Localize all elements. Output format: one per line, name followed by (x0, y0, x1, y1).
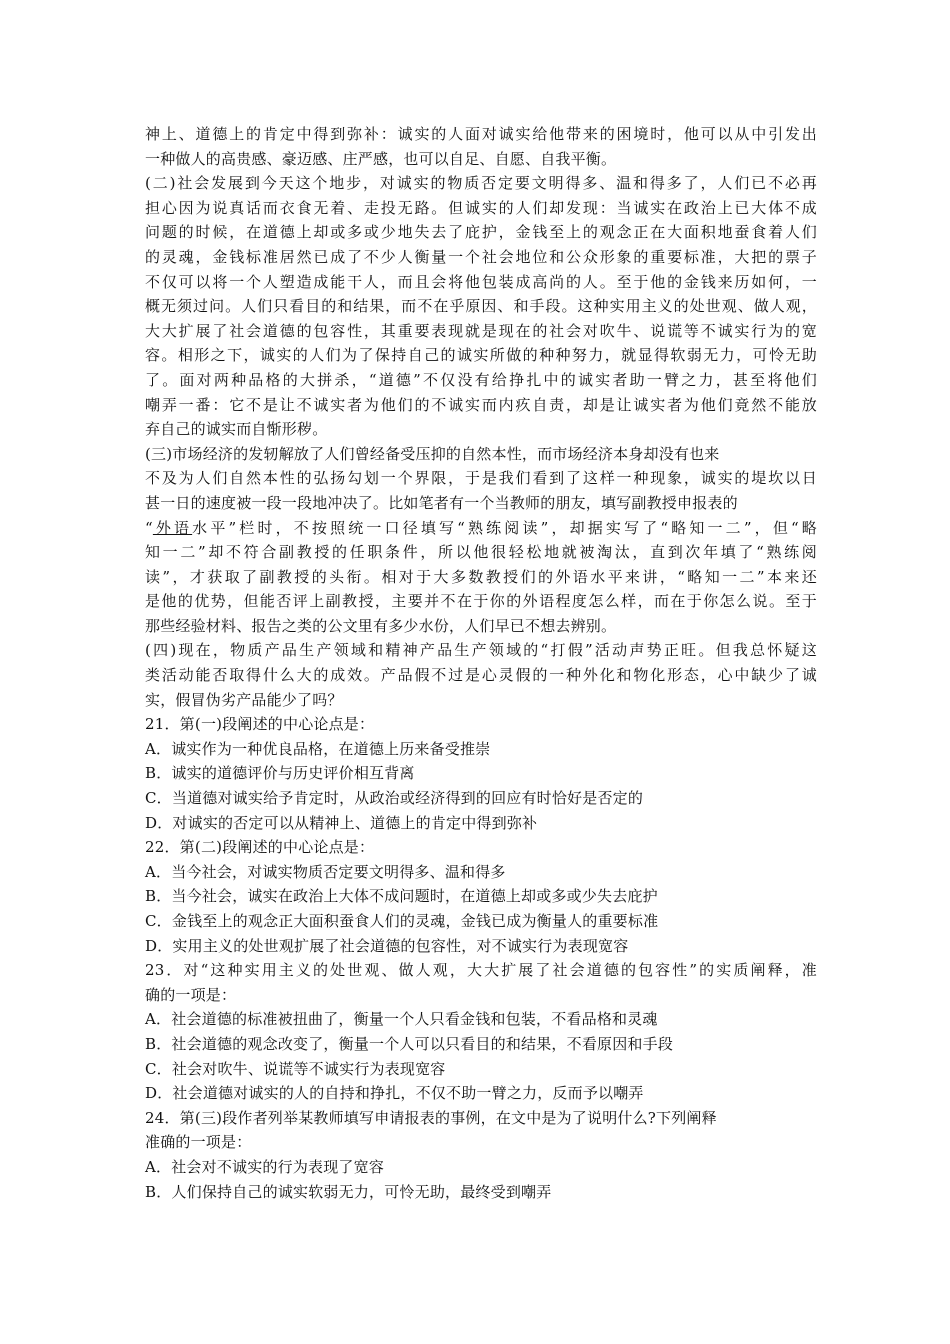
passage-line: “外语水平”栏时，不按照统一口径填写“熟练阅读”，却据实写了“略知一二”，但“略 (145, 518, 817, 537)
question-stem: 准确的一项是： (145, 1133, 252, 1152)
question-stem: 23．对“这种实用主义的处世观、做人观，大大扩展了社会道德的包容性”的实质阐释，准 (145, 961, 817, 980)
passage-line: 大大扩展了社会道德的包容性，其重要表现就是现在的社会对吹牛、说谎等不诚实行为的宽 (145, 321, 817, 340)
passage-line: 不及为人们自然本性的弘扬勾划一个界限，于是我们看到了这样一种现象，诚实的堤坎以日 (145, 469, 817, 488)
answer-option: D．社会道德对诚实的人的自持和挣扎，不仅不助一臂之力，反而予以嘲弄 (145, 1084, 644, 1103)
answer-option: C．社会对吹牛、说谎等不诚实行为表现宽容 (145, 1059, 446, 1078)
reading-passage (145, 122, 817, 712)
passage-line: 神上、道德上的肯定中得到弥补：诚实的人面对诚实给他带来的困境时，他可以从中引发出 (145, 125, 817, 143)
answer-option: B．诚实的道德评价与历史评价相互背离 (145, 764, 415, 783)
passage-line: 类活动能否取得什么大的成效。产品假不过是心灵假的一种外化和物化形态，心中缺少了诚 (145, 666, 817, 685)
passage-line: 那些经验材料、报告之类的公文里有多少水份，人们早已不想去辨别。 (145, 616, 617, 635)
passage-line: (三)市场经济的发轫解放了人们曾经备受压抑的自然本性，而市场经济本身却没有也来 (145, 444, 720, 463)
answer-option: A．社会对不诚实的行为表现了宽容 (145, 1157, 385, 1176)
answer-option: D．实用主义的处世观扩展了社会道德的包容性，对不诚实行为表现宽容 (145, 936, 629, 955)
answer-option: D．对诚实的否定可以从精神上、道德上的肯定中得到弥补 (145, 813, 538, 832)
question-stem: 确的一项是： (145, 985, 237, 1004)
question-stem: 24．第(三)段作者列举某教师填写申请报表的事例，在文中是为了说明什么?下列阐释 (145, 1108, 717, 1127)
question-23 (145, 958, 817, 1106)
passage-line: 是他的优势，但能否评上副教授，主要并不在于你的外语程度怎么样，而在于你怎么说。至于 (145, 592, 817, 611)
answer-option: B．社会道德的观念改变了，衡量一个人可以只看目的和结果，不看原因和手段 (145, 1034, 674, 1053)
answer-option: A．社会道德的标准被扭曲了，衡量一个人只看金钱和包装，不看品格和灵魂 (145, 1010, 658, 1029)
passage-line: 的灵魂，金钱标准居然已成了不少人衡量一个社会地位和公众形象的重要标准，大把的票子 (145, 247, 817, 266)
passage-line: 不仅可以将一个人塑造成能干人，而且会将他包装成高尚的人。至于他的金钱来历如何，一 (145, 272, 817, 291)
answer-option: C．当道德对诚实给予肯定时，从政治或经济得到的回应有时恰好是否定的 (145, 789, 644, 808)
document-page (145, 122, 817, 1204)
question-stem: 22．第(二)段阐述的中心论点是： (145, 838, 375, 857)
passage-line: 容。相形之下，诚实的人们为了保持自己的诚实所做的种种努力，就显得软弱无力，可怜无助 (145, 346, 817, 365)
passage-line: 了。面对两种品格的大拼杀，“道德”不仅没有给挣扎中的诚实者助一臂之力，甚至将他们 (145, 370, 817, 389)
question-24 (145, 1106, 817, 1204)
passage-line: 弃自己的诚实而自惭形秽。 (145, 420, 328, 439)
passage-line: 担心因为说真话而衣食无着、走投无路。但诚实的人们却发现：当诚实在政治上已大体不成 (145, 198, 817, 217)
answer-option: C．金钱至上的观念正大面积蚕食人们的灵魂，金钱已成为衡量人的重要标准 (145, 912, 659, 930)
answer-option: A．诚实作为一种优良品格，在道德上历来备受推崇 (145, 739, 491, 758)
question-21 (145, 712, 817, 835)
question-22 (145, 835, 817, 958)
passage-line: 一种做人的高贵感、豪迈感、庄严感，也可以自足、自愿、自我平衡。 (145, 149, 617, 168)
passage-line: 嘲弄一番：它不是让不诚实者为他们的不诚实而内疚自责，却是让诚实者为他们竟然不能放 (145, 395, 817, 414)
passage-line: 概无须过问。人们只看目的和结果，而不在乎原因、和手段。这种实用主义的处世观、做人观， (145, 297, 817, 316)
question-stem: 21．第(一)段阐述的中心论点是： (145, 715, 375, 734)
answer-option: A．当今社会，对诚实物质否定要文明得多、温和得多 (145, 862, 506, 881)
passage-line: 读”，才获取了副教授的头衔。相对于大多数教授们的外语水平来讲，“略知一二”本来还 (145, 567, 817, 586)
answer-option: B．当今社会，诚实在政治上大体不成问题时，在道德上却或多或少失去庇护 (145, 887, 658, 906)
passage-line: 实，假冒伪劣产品能少了吗？ (145, 690, 343, 709)
passage-line: 问题的时候，在道德上却或多或少地失去了庇护，金钱至上的观念正在大面积地蚕食着人们 (145, 223, 817, 242)
passage-line: 甚一日的速度被一段一段地冲决了。比如笔者有一个当教师的朋友，填写副教授申报表的 (145, 493, 738, 512)
passage-line: (二)社会发展到今天这个地步，对诚实的物质否定要文明得多、温和得多了，人们已不必再 (145, 174, 817, 193)
passage-line: (四)现在，物质产品生产领域和精神产品生产领域的“打假”活动声势正旺。但我总怀疑这 (145, 641, 817, 660)
answer-option: B．人们保持自己的诚实软弱无力，可怜无助，最终受到嘲弄 (145, 1182, 552, 1201)
passage-line: 知一二”却不符合副教授的任职条件，所以他很轻松地就被淘汰，直到次年填了“熟练阅 (145, 543, 817, 562)
underlined-term: 外语 (152, 518, 193, 537)
